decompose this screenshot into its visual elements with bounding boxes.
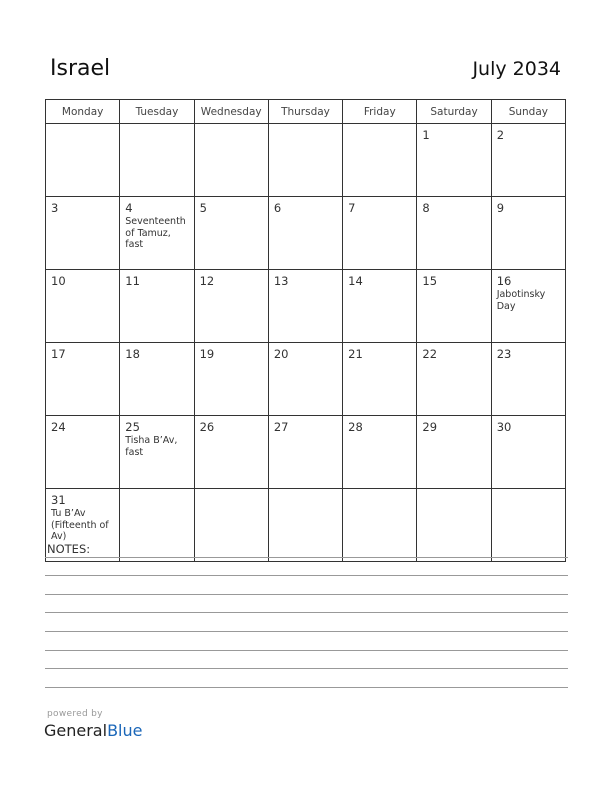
day-cell	[417, 489, 491, 562]
day-cell	[120, 343, 194, 416]
day-cell	[46, 124, 120, 197]
day-cell	[343, 343, 417, 416]
day-cell	[343, 124, 417, 197]
holiday-label: Jabotinsky Day	[496, 289, 546, 312]
day-number: 3	[51, 201, 59, 215]
day-cell	[268, 124, 342, 197]
weekday-header: Sunday	[491, 100, 565, 124]
weekday-header: Saturday	[417, 100, 491, 124]
weekday-header: Friday	[343, 100, 417, 124]
day-cell	[194, 343, 268, 416]
day-cell	[491, 416, 565, 489]
day-cell	[194, 489, 268, 562]
day-cell	[194, 416, 268, 489]
day-number: 24	[51, 420, 66, 434]
day-number: 30	[496, 420, 512, 434]
holiday-label: Seventeenth of Tamuz, fast	[125, 216, 186, 250]
day-number: 19	[199, 347, 215, 361]
day-cell	[491, 489, 565, 562]
day-cell	[417, 416, 491, 489]
day-cell	[268, 270, 342, 343]
weekday-header: Wednesday	[194, 100, 268, 124]
day-cell	[343, 489, 417, 562]
weekday-header: Thursday	[268, 100, 342, 124]
calendar-week-row	[46, 124, 566, 197]
day-cell	[120, 416, 194, 489]
day-number: 26	[199, 420, 215, 434]
day-number: 12	[199, 274, 215, 288]
day-number: 1	[422, 128, 430, 142]
day-cell	[268, 197, 342, 270]
day-cell	[194, 197, 268, 270]
day-cell	[268, 489, 342, 562]
day-number: 25	[125, 420, 140, 434]
day-number: 2	[496, 128, 505, 142]
day-number: 5	[199, 201, 207, 215]
day-cell	[120, 124, 194, 197]
day-cell	[268, 416, 342, 489]
day-cell	[46, 416, 120, 489]
weekday-header: Tuesday	[120, 100, 194, 124]
weekday-header-row	[46, 100, 566, 124]
day-number: 21	[348, 347, 363, 361]
day-cell	[46, 343, 120, 416]
note-line	[45, 575, 568, 576]
day-number: 28	[348, 420, 363, 434]
weekday-header: Monday	[46, 100, 120, 124]
day-number: 14	[348, 274, 363, 288]
day-number: 15	[422, 274, 438, 288]
calendar-week-row	[46, 197, 566, 270]
day-cell	[343, 416, 417, 489]
day-cell	[343, 270, 417, 343]
brand-blue: Blue	[107, 721, 143, 740]
day-cell	[120, 489, 194, 562]
calendar-week-row	[46, 489, 566, 562]
day-number: 11	[125, 274, 140, 288]
note-line	[45, 557, 568, 558]
day-number: 23	[496, 347, 512, 361]
calendar-week-row	[46, 343, 566, 416]
day-cell	[268, 343, 342, 416]
note-line	[45, 687, 568, 688]
holiday-label: Tu B’Av (Fifteenth of Av)	[51, 508, 109, 542]
note-line	[45, 631, 568, 632]
brand-logo	[44, 721, 142, 740]
country-title: Israel	[50, 56, 111, 81]
day-number: 29	[422, 420, 438, 434]
day-number: 18	[125, 347, 140, 361]
day-number: 10	[51, 274, 66, 288]
day-number: 7	[348, 201, 356, 215]
day-cell	[417, 270, 491, 343]
calendar-week-row	[46, 416, 566, 489]
day-cell	[491, 124, 565, 197]
day-cell	[491, 197, 565, 270]
day-cell	[120, 270, 194, 343]
note-line	[45, 612, 568, 613]
day-cell	[46, 197, 120, 270]
day-cell	[46, 270, 120, 343]
day-cell	[417, 343, 491, 416]
day-number: 13	[273, 274, 289, 288]
note-line	[45, 668, 568, 669]
day-cell	[343, 197, 417, 270]
note-line	[45, 650, 568, 651]
day-number: 8	[422, 201, 430, 215]
day-number: 9	[496, 201, 505, 215]
day-cell	[194, 270, 268, 343]
calendar-week-row	[46, 270, 566, 343]
day-number: 22	[422, 347, 438, 361]
day-cell	[120, 197, 194, 270]
day-number: 27	[273, 420, 289, 434]
calendar-grid	[45, 99, 566, 562]
notes-label: NOTES:	[47, 542, 91, 556]
day-number: 31	[51, 493, 66, 507]
brand-general: General	[44, 721, 108, 740]
day-number: 16	[496, 274, 512, 288]
day-cell	[491, 343, 565, 416]
month-title: July 2034	[472, 58, 561, 80]
day-cell	[194, 124, 268, 197]
day-cell	[417, 197, 491, 270]
day-number: 20	[273, 347, 289, 361]
holiday-label: Tisha B’Av, fast	[125, 435, 178, 458]
note-line	[45, 594, 568, 595]
day-number: 17	[51, 347, 66, 361]
day-cell	[491, 270, 565, 343]
day-number: 6	[273, 201, 282, 215]
day-number: 4	[125, 201, 133, 215]
day-cell	[417, 124, 491, 197]
powered-by-text: powered by	[47, 709, 103, 719]
